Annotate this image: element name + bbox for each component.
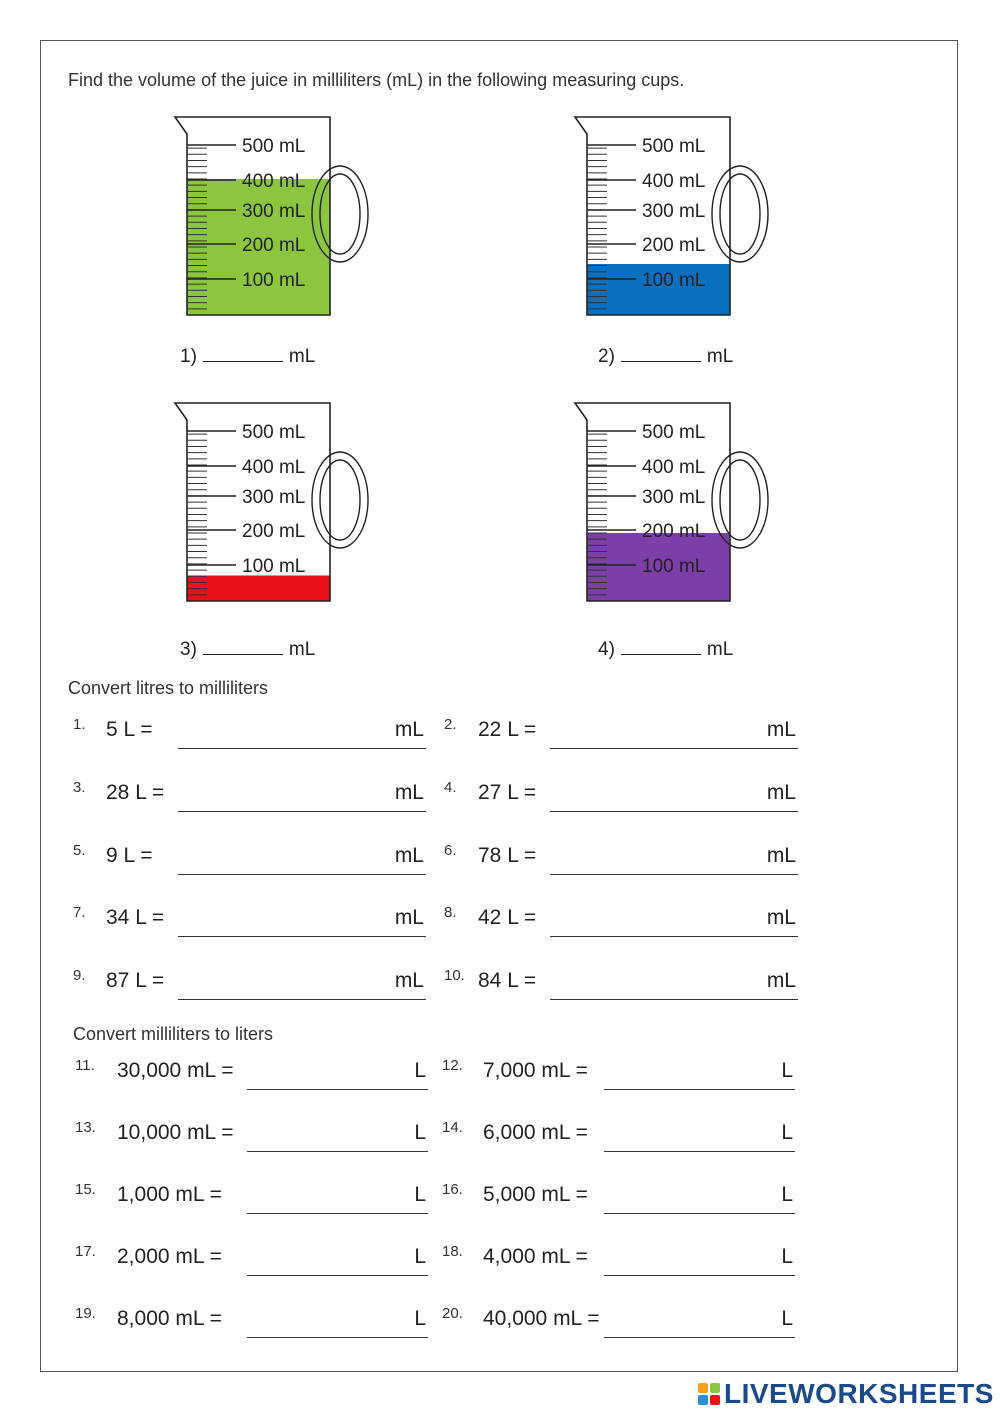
conversion-row — [73, 969, 426, 1005]
scale-label: 300 mL — [242, 201, 306, 222]
answer-unit: mL — [766, 906, 796, 929]
question-number: 2. — [444, 716, 457, 733]
answer-unit: L — [414, 1245, 426, 1268]
juice-fill — [187, 576, 330, 602]
liveworksheets-logo — [698, 1378, 994, 1410]
answer-line[interactable] — [604, 1213, 795, 1214]
answer-unit: L — [781, 1183, 793, 1206]
conversion-row — [73, 718, 426, 754]
conversion-row — [75, 1245, 428, 1281]
answer-blank[interactable] — [203, 638, 283, 655]
scale-label: 100 mL — [242, 556, 306, 577]
conversion-row — [444, 844, 798, 880]
answer-unit: L — [781, 1121, 793, 1144]
scale-label: 300 mL — [642, 201, 706, 222]
section-title-litres: Convert litres to milliliters — [68, 678, 269, 698]
answer-unit: mL — [394, 781, 424, 804]
logo-grid-icon — [698, 1383, 720, 1405]
answer-unit: mL — [394, 718, 424, 741]
cup-answer-1 — [180, 345, 315, 368]
question-expression: 9 L = — [106, 844, 153, 867]
scale-label: 500 mL — [642, 136, 706, 157]
question-number: 13. — [75, 1119, 96, 1136]
scale-label: 200 mL — [242, 235, 306, 256]
question-expression: 6,000 mL = — [483, 1121, 588, 1144]
question-expression: 7,000 mL = — [483, 1059, 588, 1082]
answer-line[interactable] — [178, 999, 426, 1000]
answer-line[interactable] — [604, 1151, 795, 1152]
cup-unit: mL — [288, 639, 316, 660]
scale-label: 100 mL — [642, 270, 706, 291]
cup-unit: mL — [288, 346, 316, 367]
answer-line[interactable] — [550, 999, 798, 1000]
question-number: 9. — [73, 967, 86, 984]
answer-line[interactable] — [604, 1337, 795, 1338]
scale-label: 100 mL — [242, 270, 306, 291]
measuring-cup-icon — [170, 398, 410, 613]
scale-label: 200 mL — [242, 521, 306, 542]
question-number: 4. — [444, 779, 457, 796]
conversion-row — [75, 1307, 428, 1343]
question-expression: 78 L = — [478, 844, 537, 867]
question-expression: 5,000 mL = — [483, 1183, 588, 1206]
answer-unit: mL — [766, 718, 796, 741]
cup-number: 1) — [180, 346, 197, 367]
answer-unit: mL — [394, 969, 424, 992]
question-expression: 27 L = — [478, 781, 537, 804]
answer-line[interactable] — [178, 936, 426, 937]
question-number: 15. — [75, 1181, 96, 1198]
cup-answer-2 — [598, 345, 733, 368]
answer-line[interactable] — [550, 811, 798, 812]
conversion-row — [442, 1059, 795, 1095]
answer-unit: L — [414, 1307, 426, 1330]
question-expression: 22 L = — [478, 718, 537, 741]
question-expression: 2,000 mL = — [117, 1245, 222, 1268]
question-number: 5. — [73, 842, 86, 859]
answer-line[interactable] — [247, 1337, 428, 1338]
question-number: 1. — [73, 716, 86, 733]
question-expression: 42 L = — [478, 906, 537, 929]
conversion-row — [444, 781, 798, 817]
answer-unit: mL — [766, 844, 796, 867]
answer-unit: mL — [766, 969, 796, 992]
answer-line[interactable] — [550, 936, 798, 937]
answer-blank[interactable] — [203, 345, 283, 362]
scale-label: 500 mL — [242, 422, 306, 443]
question-expression: 8,000 mL = — [117, 1307, 222, 1330]
answer-line[interactable] — [247, 1151, 428, 1152]
measuring-cup-2 — [570, 112, 810, 327]
question-number: 7. — [73, 904, 86, 921]
scale-label: 200 mL — [642, 235, 706, 256]
question-number: 19. — [75, 1305, 96, 1322]
measuring-cup-icon — [570, 112, 810, 327]
cup-answer-4 — [598, 638, 733, 661]
measuring-cup-3 — [170, 398, 410, 613]
question-number: 10. — [444, 967, 465, 984]
question-expression: 28 L = — [106, 781, 165, 804]
section-title-milliliters: Convert milliliters to liters — [73, 1024, 274, 1044]
answer-unit: mL — [394, 844, 424, 867]
question-number: 16. — [442, 1181, 463, 1198]
conversion-row — [442, 1121, 795, 1157]
question-number: 11. — [75, 1057, 95, 1074]
measuring-cup-4 — [570, 398, 810, 613]
question-number: 3. — [73, 779, 86, 796]
scale-label: 400 mL — [642, 457, 706, 478]
conversion-row — [73, 906, 426, 942]
conversion-row — [75, 1121, 428, 1157]
answer-line[interactable] — [247, 1275, 428, 1276]
answer-unit: L — [781, 1059, 793, 1082]
cup-unit: mL — [706, 346, 734, 367]
scale-label: 500 mL — [642, 422, 706, 443]
cup-number: 4) — [598, 639, 615, 660]
question-expression: 4,000 mL = — [483, 1245, 588, 1268]
conversion-row — [73, 781, 426, 817]
scale-label: 100 mL — [642, 556, 706, 577]
question-number: 12. — [442, 1057, 463, 1074]
conversion-row — [442, 1307, 795, 1343]
question-expression: 5 L = — [106, 718, 153, 741]
answer-line[interactable] — [178, 811, 426, 812]
conversion-row — [444, 718, 798, 754]
cup-number: 2) — [598, 346, 615, 367]
answer-line[interactable] — [550, 748, 798, 749]
conversion-row — [75, 1059, 428, 1095]
question-expression: 40,000 mL = — [483, 1307, 600, 1330]
answer-line[interactable] — [550, 874, 798, 875]
question-number: 18. — [442, 1243, 463, 1260]
answer-blank[interactable] — [621, 345, 701, 362]
answer-line[interactable] — [604, 1089, 795, 1090]
cup-unit: mL — [706, 639, 734, 660]
answer-unit: mL — [766, 781, 796, 804]
conversion-row — [444, 969, 798, 1005]
answer-unit: L — [414, 1121, 426, 1144]
conversion-row — [442, 1245, 795, 1281]
scale-label: 400 mL — [242, 457, 306, 478]
answer-line[interactable] — [247, 1213, 428, 1214]
question-number: 8. — [444, 904, 457, 921]
scale-label: 500 mL — [242, 136, 306, 157]
answer-line[interactable] — [178, 874, 426, 875]
scale-label: 400 mL — [642, 171, 706, 192]
measuring-cup-1 — [170, 112, 410, 327]
conversion-row — [444, 906, 798, 942]
scale-label: 400 mL — [242, 171, 306, 192]
question-number: 17. — [75, 1243, 96, 1260]
answer-unit: L — [414, 1183, 426, 1206]
conversion-row — [75, 1183, 428, 1219]
question-number: 14. — [442, 1119, 463, 1136]
question-expression: 34 L = — [106, 906, 165, 929]
answer-line[interactable] — [247, 1089, 428, 1090]
measuring-cup-icon — [570, 398, 810, 613]
question-number: 20. — [442, 1305, 463, 1322]
cup-number: 3) — [180, 639, 197, 660]
answer-unit: L — [781, 1307, 793, 1330]
question-number: 6. — [444, 842, 457, 859]
answer-line[interactable] — [604, 1275, 795, 1276]
answer-line[interactable] — [178, 748, 426, 749]
answer-unit: L — [781, 1245, 793, 1268]
question-expression: 10,000 mL = — [117, 1121, 234, 1144]
question-expression: 87 L = — [106, 969, 165, 992]
cup-answer-3 — [180, 638, 315, 661]
answer-blank[interactable] — [621, 638, 701, 655]
brand-name: LIVEWORKSHEETS — [724, 1378, 994, 1409]
answer-unit: mL — [394, 906, 424, 929]
scale-label: 300 mL — [242, 487, 306, 508]
measuring-cup-icon — [170, 112, 410, 327]
answer-unit: L — [414, 1059, 426, 1082]
question-expression: 30,000 mL = — [117, 1059, 234, 1082]
conversion-row — [73, 844, 426, 880]
question-expression: 84 L = — [478, 969, 537, 992]
conversion-row — [442, 1183, 795, 1219]
question-expression: 1,000 mL = — [117, 1183, 222, 1206]
instruction-text: Find the volume of the juice in milliliters (mL) in the following measuring cups. — [68, 70, 685, 90]
scale-label: 300 mL — [642, 487, 706, 508]
scale-label: 200 mL — [642, 521, 706, 542]
